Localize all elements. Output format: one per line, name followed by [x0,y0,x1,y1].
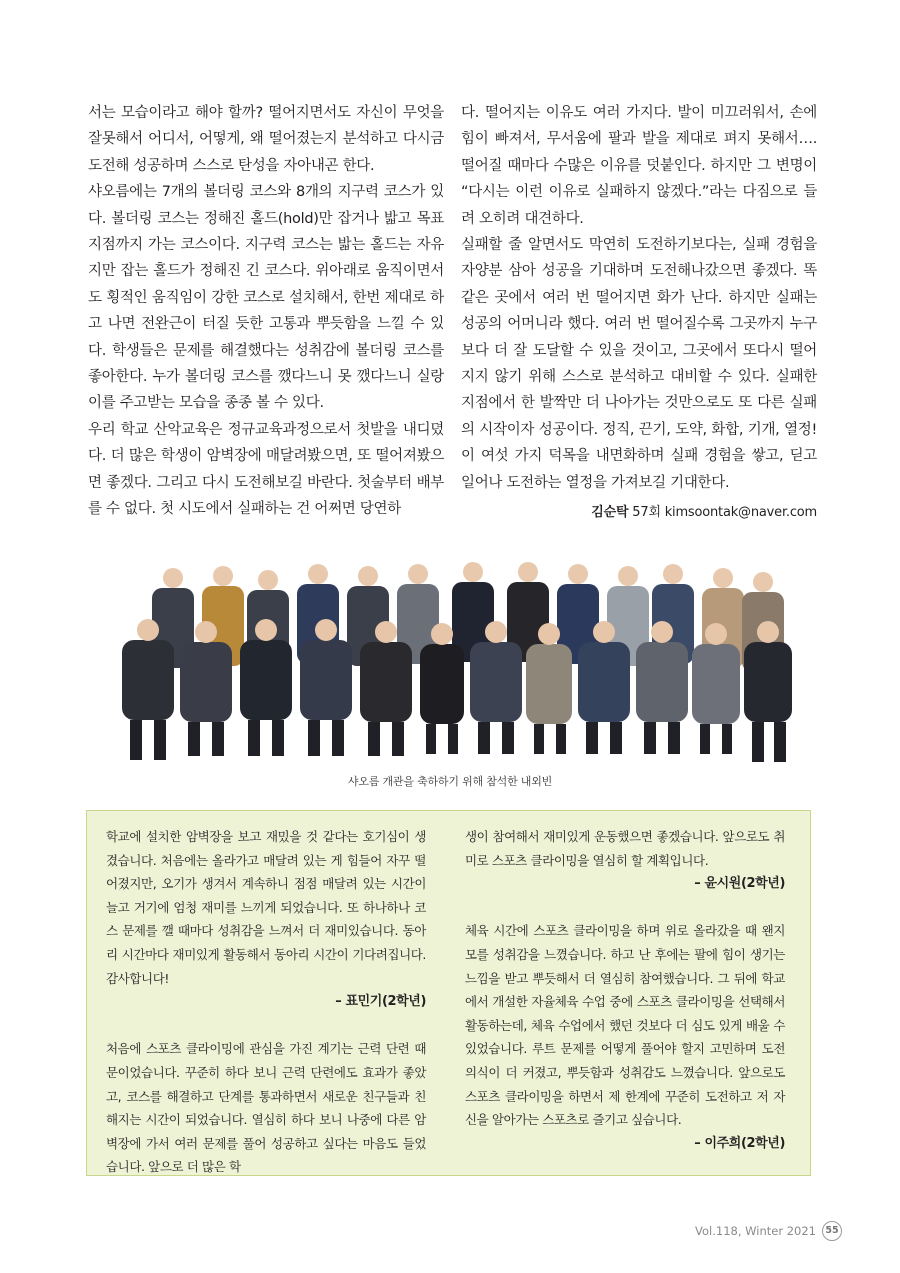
testimonial-text: 처음에 스포츠 클라이밍에 관심을 가진 계기는 근력 단련 때문이었습니다. 꾸준히 하다 보니 근력 단련에도 효과가 좋았고, 코스를 해결하고 단계를 통과하면서 새로운 친구들과 친해지는 시간이 되었습니다. 열심히 하다 보니 나중에 다른 암벽장에 가서 여러 문제를 풀어 성공하고 싶다는 마음도 들었습니다. 앞으로 더 많은 학 [106,1041,426,1175]
testimonial-text: 학교에 설치한 암벽장을 보고 재밌을 것 같다는 호기심이 생겼습니다. 처음에는 올라가고 매달려 있는 게 힘들어 자꾸 떨어졌지만, 오기가 생겨서 계속하니 점점 매달려 있는 시간이 늘고 거기에 엄청 재미를 느끼게 되었습니다. 또 하나하나 코스 문제를 깰 때마다 성취감을 느껴서 더 재미있습니다. 동아리 시간마다 재미있게 활동해서 동아리 시간이 기다려집니다. 감사합니다! [106,829,426,986]
author-byline [461,500,817,526]
article-paragraph: 서는 모습이라고 해야 할까? 떨어지면서도 자신이 무엇을 잘못해서 어디서, 어떻게, 왜 떨어졌는지 분석하고 다시금 도전해 성공하며 스스로 탄성을 자아내곤 한다. [88,105,444,174]
testimonial-text: 생이 참여해서 재미있게 운동했으면 좋겠습니다. 앞으로도 취미로 스포츠 클라이밍을 열심히 할 계획입니다. [465,829,785,868]
group-photo-illustration [112,548,794,768]
testimonial-box [86,810,811,1176]
author-info: 57회 kimsoontak@naver.com [632,505,817,521]
article-paragraph: 실패할 줄 알면서도 막연히 도전하기보다는, 실패 경험을 자양분 삼아 성공을 기대하며 도전해나갔으면 좋겠다. 똑같은 곳에서 여러 번 떨어지면 화가 난다. 하지만 실패는 성공의 어머니라 했다. 여러 번 떨어질수록 그곳까지 누구보다 더 잘 도달할 수 있을 것이고, 그곳에서 또다시 떨어지지 않기 위해 스스로 분석하고 대비할 수 있다. 실패한 지점에서 한 발짝만 더 나아가는 것만으로도 또 다른 실패의 시작이자 성공이다. 정직, 끈기, 도약, 화합, 기개, 열정! 이 여섯 가지 덕목을 내면화하며 실패 경험을 쌓고, 딛고 일어나 도전하는 열정을 가져보길 기대한다. [461,237,817,491]
author-name: 김순탁 [591,505,629,521]
testimonial-text: 체육 시간에 스포츠 클라이밍을 하며 위로 올라갔을 때 왠지 모를 성취감을 느꼈습니다. 하고 난 후에는 팔에 힘이 생기는 느낌을 받고 뿌듯해서 더 열심히 참여했습니다. 그 뒤에 학교에서 개설한 자율체육 수업 중에 스포츠 클라이밍을 선택해서 활동하는데, 체육 수업에서 했던 것보다 더 심도 있게 배울 수 있었습니다. 루트 문제를 어떻게 풀어야 할지 고민하며 도전 의식이 더 커졌고, 뿌듯함과 성취감도 느꼈습니다. 앞으로도 스포츠 클라이밍을 하면서 제 한계에 꾸준히 도전하고 저 자신을 알아가는 스포츠로 즐기고 싶습니다. [465,923,785,1128]
group-photo [112,548,794,768]
testimonial-signature: – 윤시원(2학년) [694,876,785,892]
article-paragraph: 다. 떨어지는 이유도 여러 가지다. 발이 미끄러워서, 손에 힘이 빠져서, 무서움에 팔과 발을 제대로 펴지 못해서…. 떨어질 때마다 수많은 이유를 덧붙인다. 하지만 그 변명이 “다시는 이런 이유로 실패하지 않겠다.”라는 다짐으로 들려 오히려 대견하다. [461,105,817,227]
article-column-left [88,100,444,523]
testimonial-signature: – 이주희(2학년) [694,1135,785,1151]
article-paragraph: 샤오름에는 7개의 볼더링 코스와 8개의 지구력 코스가 있다. 볼더링 코스는 정해진 홀드(hold)만 잡거나 밟고 목표 지점까지 가는 코스이다. 지구력 코스는 밟는 홀드는 자유지만 잡는 홀드가 정해진 긴 코스다. 위아래로 움직이면서도 횡적인 움직임이 강한 코스로 설치해서, 한번 제대로 하고 나면 전완근이 터질 듯한 고통과 뿌듯함을 느낄 수 있다. 학생들은 문제를 해결했다는 성취감에 볼더링 코스를 좋아한다. 누가 볼더링 코스를 깼다느니 못 깼다느니 실랑이를 주고받는 모습을 종종 볼 수 있다. [88,184,444,412]
article-column-right [461,100,817,527]
testimonial-signature: – 표민기(2학년) [335,994,426,1010]
testimonial-column-right [465,825,785,1155]
testimonial-column-left [106,825,426,1179]
photo-caption: 샤오름 개관을 축하하기 위해 참석한 내외빈 [347,775,553,788]
page-number: 55 [822,1221,842,1241]
article-paragraph: 우리 학교 산악교육은 정규교육과정으로서 첫발을 내디뎠다. 더 많은 학생이 암벽장에 매달려봤으면, 또 떨어져봤으면 좋겠다. 그리고 다시 도전해보길 바란다. 첫술부터 배부를 수 없다. 첫 시도에서 실패하는 건 어쩌면 당연하 [88,421,444,518]
page-footer [695,1221,842,1241]
issue-label: Vol.118, Winter 2021 [695,1224,816,1238]
